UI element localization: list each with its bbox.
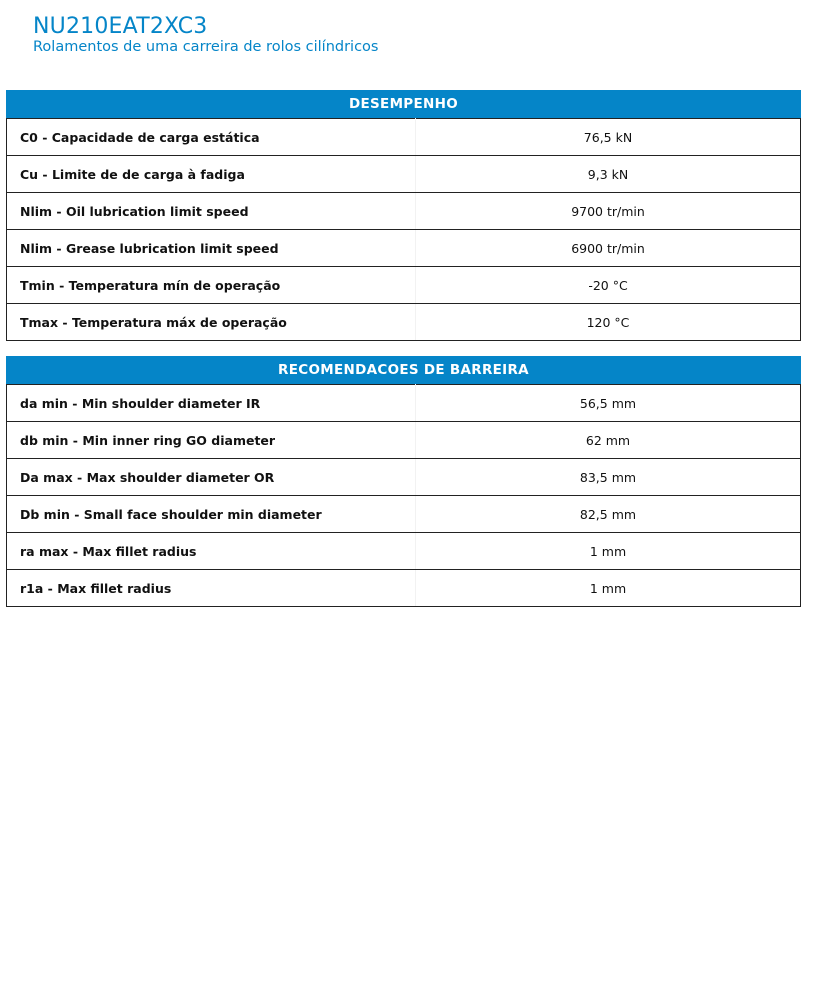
table-row <box>7 156 801 193</box>
table-row <box>7 304 801 341</box>
product-title: NU210EAT2XC3 <box>33 14 208 39</box>
spec-label: Db min - Small face shoulder min diameter <box>7 496 416 533</box>
section-header-performance: DESEMPENHO <box>6 90 801 118</box>
table-row <box>7 422 801 459</box>
spec-label: r1a - Max fillet radius <box>7 570 416 607</box>
table-row <box>7 496 801 533</box>
table-row <box>7 267 801 304</box>
spec-label: Nlim - Oil lubrication limit speed <box>7 193 416 230</box>
spec-value: 6900 tr/min <box>416 230 801 267</box>
spec-value: 76,5 kN <box>416 119 801 156</box>
spec-value: 83,5 mm <box>416 459 801 496</box>
spec-value: -20 °C <box>416 267 801 304</box>
spec-label: Tmin - Temperatura mín de operação <box>7 267 416 304</box>
product-subtitle: Rolamentos de uma carreira de rolos cilíndricos <box>33 39 379 55</box>
spec-label: C0 - Capacidade de carga estática <box>7 119 416 156</box>
table-row <box>7 230 801 267</box>
table-row <box>7 570 801 607</box>
spec-label: da min - Min shoulder diameter IR <box>7 385 416 422</box>
spec-label: Da max - Max shoulder diameter OR <box>7 459 416 496</box>
section-shoulder-recommendations <box>6 356 801 607</box>
spec-value: 56,5 mm <box>416 385 801 422</box>
spec-value: 1 mm <box>416 533 801 570</box>
spec-label: Cu - Limite de de carga à fadiga <box>7 156 416 193</box>
performance-table <box>6 118 801 341</box>
table-row <box>7 459 801 496</box>
page-header <box>33 13 378 55</box>
table-row <box>7 533 801 570</box>
spec-label: db min - Min inner ring GO diameter <box>7 422 416 459</box>
spec-label: Tmax - Temperatura máx de operação <box>7 304 416 341</box>
section-header-recommendations: RECOMENDACOES DE BARREIRA <box>6 356 801 384</box>
spec-label: Nlim - Grease lubrication limit speed <box>7 230 416 267</box>
table-row <box>7 193 801 230</box>
spec-value: 62 mm <box>416 422 801 459</box>
recommendations-table <box>6 384 801 607</box>
table-row <box>7 119 801 156</box>
spec-label: ra max - Max fillet radius <box>7 533 416 570</box>
spec-value: 1 mm <box>416 570 801 607</box>
section-performance <box>6 90 801 341</box>
spec-value: 9,3 kN <box>416 156 801 193</box>
spec-value: 120 °C <box>416 304 801 341</box>
spec-value: 9700 tr/min <box>416 193 801 230</box>
spec-value: 82,5 mm <box>416 496 801 533</box>
table-row <box>7 385 801 422</box>
